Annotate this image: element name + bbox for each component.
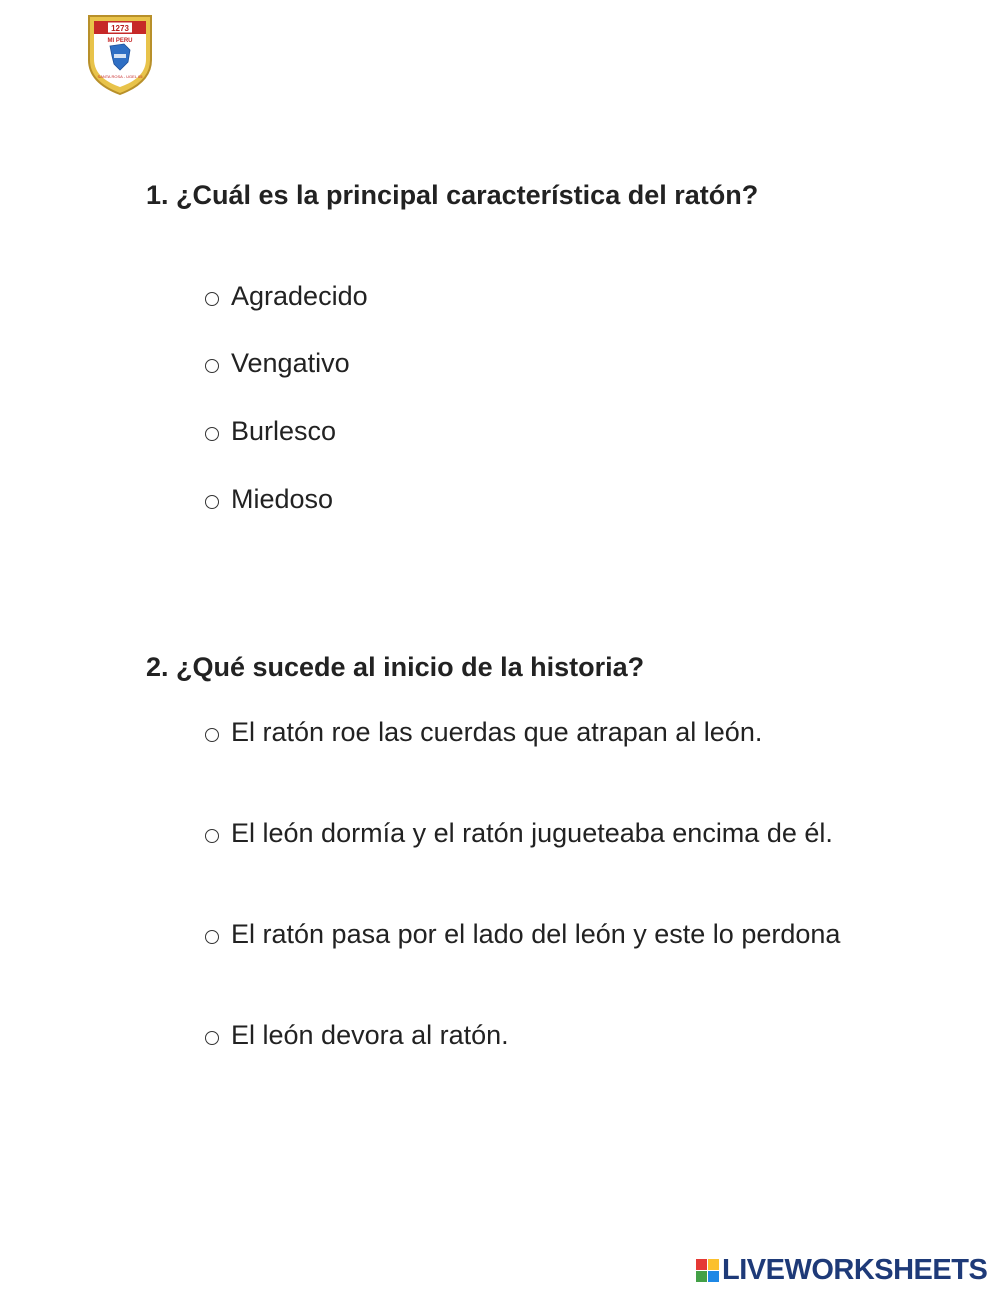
- answer-option[interactable]: [205, 416, 336, 447]
- option-label: El ratón pasa por el lado del león y este lo perdona: [231, 919, 841, 949]
- question-number: 2.: [146, 652, 169, 682]
- option-label: El león dormía y el ratón jugueteaba encima de él.: [231, 818, 833, 848]
- question-number: 1.: [146, 180, 169, 210]
- crest-number: 1273: [111, 24, 129, 33]
- liveworksheets-logo: [696, 1254, 987, 1287]
- answer-option[interactable]: [205, 919, 840, 950]
- crest-bottom-text: SANTA ROSA - UGEL 05: [97, 74, 143, 79]
- option-label: El ratón roe las cuerdas que atrapan al león.: [231, 717, 763, 747]
- radio-circle-icon[interactable]: [205, 359, 219, 373]
- radio-circle-icon[interactable]: [205, 427, 219, 441]
- answer-option[interactable]: [205, 484, 333, 515]
- brand-name: LIVEWORKSHEETS: [722, 1254, 988, 1286]
- radio-circle-icon[interactable]: [205, 829, 219, 843]
- school-crest-logo: [86, 14, 154, 96]
- question-text: ¿Cuál es la principal característica del ratón?: [176, 180, 759, 210]
- answer-option[interactable]: [205, 717, 762, 748]
- answer-option[interactable]: [205, 1020, 509, 1051]
- crest-motto: MI PERU: [107, 38, 133, 44]
- option-label: Vengativo: [231, 348, 350, 378]
- radio-circle-icon[interactable]: [205, 292, 219, 306]
- answer-option[interactable]: [205, 818, 833, 849]
- radio-circle-icon[interactable]: [205, 930, 219, 944]
- question-2: [146, 652, 644, 683]
- brand-blocks-icon: [696, 1259, 719, 1282]
- option-label: Miedoso: [231, 484, 334, 514]
- option-label: El león devora al ratón.: [231, 1020, 509, 1050]
- radio-circle-icon[interactable]: [205, 495, 219, 509]
- option-label: Burlesco: [231, 416, 337, 446]
- radio-circle-icon[interactable]: [205, 1031, 219, 1045]
- option-label: Agradecido: [231, 281, 368, 311]
- radio-circle-icon[interactable]: [205, 728, 219, 742]
- question-1: [146, 180, 758, 211]
- question-text: ¿Qué sucede al inicio de la historia?: [176, 652, 645, 682]
- answer-option[interactable]: [205, 348, 350, 379]
- answer-option[interactable]: [205, 281, 368, 312]
